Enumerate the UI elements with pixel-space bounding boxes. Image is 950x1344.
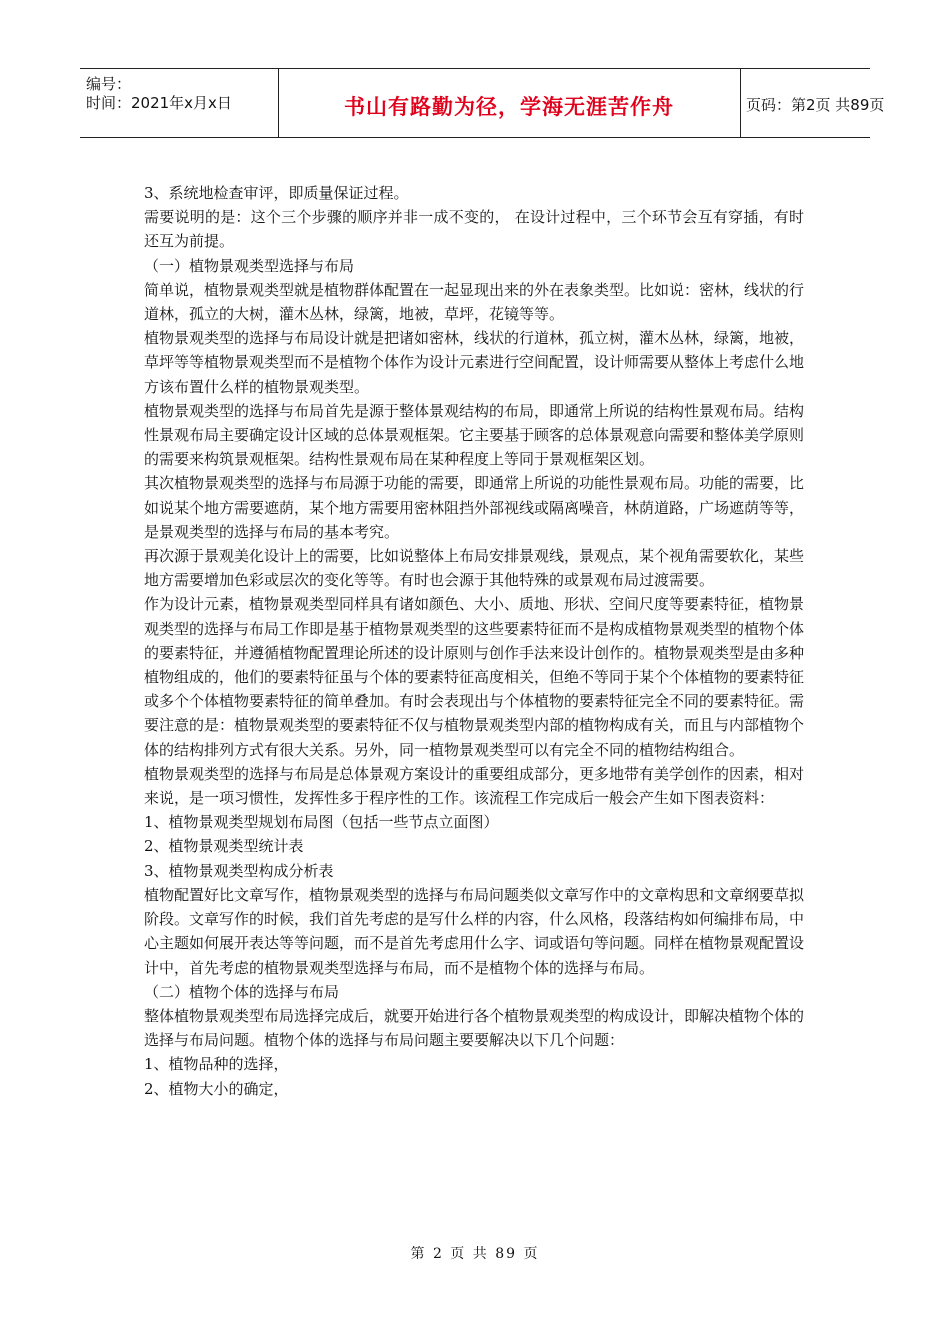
body-paragraph: 需要说明的是：这个三个步骤的顺序并非一成不变的， 在设计过程中，三个环节会互有穿插，有时还互为前提。 (144, 208, 804, 251)
header-info-cell (80, 69, 279, 137)
list-item: 1、植物品种的选择， (144, 1055, 289, 1074)
body-paragraph: 作为设计元素，植物景观类型同样具有诸如颜色、大小、质地、形状、空间尺度等要素特征，植物景观类型的选择与布局工作即是基于植物景观类型的这些要素特征而不是构成植物景观类型的植物个体的要素特征，并遵循植物配置理论所述的设计原则与创作手法来设计创作的。植物景观类型是由多种植物组成的，他们的要素特征虽与个体的要素特征高度相关，但绝不等同于某个个体植物的要素特征或多个个体植物要素特征的简单叠加。有时会表现出与个体植物的要素特征完全不同的要素特征。需要注意的是：植物景观类型的要素特征不仅与植物景观类型内部的植物构成有关，而且与内部植物个体的结构排列方式有很大关系。另外，同一植物景观类型可以有完全不同的植物结构组合。 (144, 595, 805, 759)
section-heading: （二）植物个体的选择与布局 (144, 982, 340, 1001)
body-paragraph: 植物配置好比文章写作，植物景观类型的选择与布局问题类似文章写作中的文章构思和文章纲要草拟阶段。文章写作的时候，我们首先考虑的是写什么样的内容，什么风格，段落结构如何编排布局，中心主题如何展开表达等等问题，而不是首先考虑用什么字、词或语句等问题。同样在植物景观配置设计中，首先考虑的植物景观类型选择与布局，而不是植物个体的选择与布局。 (144, 885, 805, 977)
header-motto-cell (278, 69, 741, 137)
list-item: 3、植物景观类型构成分析表 (144, 861, 334, 880)
header-page-code: 页码：第2页 共89页 (746, 96, 885, 114)
body-paragraph: 植物景观类型的选择与布局是总体景观方案设计的重要组成部分，更多地带有美学创作的因素，相对来说，是一项习惯性，发挥性多于程序性的工作。该流程工作完成后一般会产生如下图表资料： (144, 764, 805, 808)
document-date: 时间：2021年x月x日 (86, 94, 232, 112)
list-item: 2、植物大小的确定， (144, 1079, 289, 1098)
list-item: 1、植物景观类型规划布局图（包括一些节点立面图） (144, 813, 499, 832)
header-motto: 书山有路勤为径，学海无涯苦作舟 (344, 95, 674, 119)
body-paragraph: 3、系统地检查审评，即质量保证过程。 (144, 184, 409, 202)
body-paragraph: 再次源于景观美化设计上的需要，比如说整体上布局安排景观线，景观点，某个视角需要软化，某些地方需要增加色彩或层次的变化等等。有时也会源于其他特殊的或景观布局过渡需要。 (144, 547, 805, 590)
document-number: 编号： (86, 75, 132, 93)
header-page-cell (740, 69, 885, 137)
page-header (80, 68, 885, 138)
section-heading: （一）植物景观类型选择与布局 (144, 256, 355, 275)
body-paragraph: 植物景观类型的选择与布局首先是源于整体景观结构的布局，即通常上所说的结构性景观布局。结构性景观布局主要确定设计区域的总体景观框架。它主要基于顾客的总体景观意向需要和整体美学原则的需要来构筑景观框架。结构性景观布局在某种程度上等同于景观框架区划。 (144, 401, 805, 469)
list-item: 2、植物景观类型统计表 (144, 837, 304, 856)
body-paragraph: 植物景观类型的选择与布局设计就是把诸如密林，线状的行道林，孤立树，灌木丛林，绿篱，地被，草坪等等植物景观类型而不是植物个体作为设计元素进行空间配置，设计师需要从整体上考虑什么地方该布置什么样的植物景观类型。 (144, 329, 805, 396)
body-paragraph: 简单说，植物景观类型就是植物群体配置在一起显现出来的外在表象类型。比如说：密林，线状的行道林，孤立的大树，灌木丛林，绿篱，地被，草坪，花镜等等。 (144, 280, 805, 324)
document-body (144, 181, 804, 1101)
body-paragraph: 整体植物景观类型布局选择完成后，就要开始进行各个植物景观类型的构成设计，即解决植物个体的选择与布局问题。植物个体的选择与布局问题主要要解决以下几个问题： (144, 1006, 805, 1050)
page-footer: 第 2 页 共 89 页 (410, 1246, 540, 1262)
body-paragraph: 其次植物景观类型的选择与布局源于功能的需要，即通常上所说的功能性景观布局。功能的需要，比如说某个地方需要遮荫，某个地方需要用密林阻挡外部视线或隔离噪音，林荫道路，广场遮荫等等，是景观类型的选择与布局的基本考究。 (144, 474, 805, 541)
